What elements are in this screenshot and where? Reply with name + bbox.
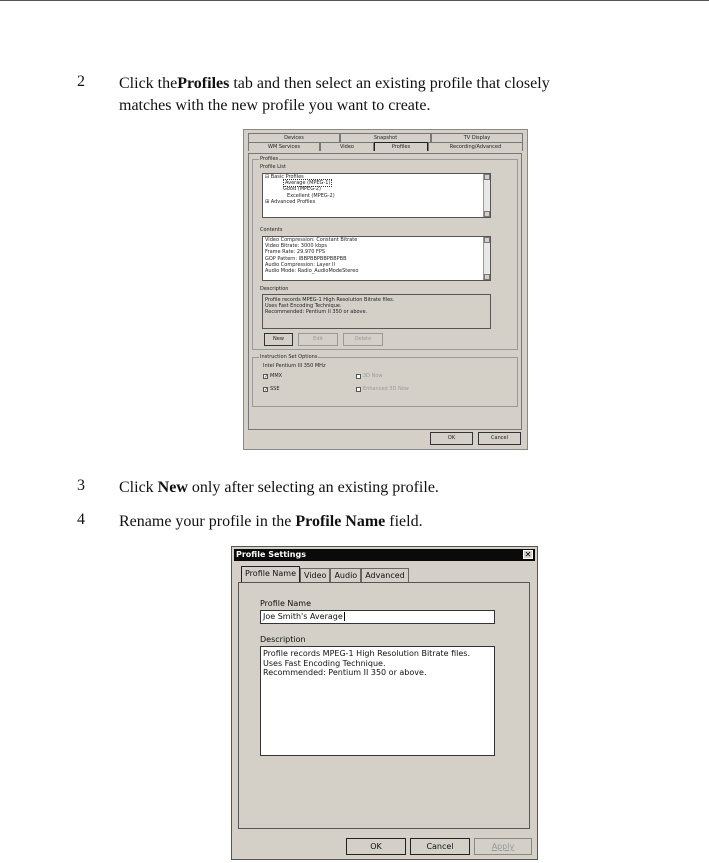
contents-scrollbar[interactable] bbox=[483, 237, 490, 280]
tree-node-excellent[interactable]: Excellent (MPEG-2) bbox=[287, 192, 335, 199]
step-bold-term: Profiles bbox=[177, 75, 230, 92]
mmx-checkbox[interactable] bbox=[263, 373, 282, 379]
tab-profile-name[interactable]: Profile Name bbox=[241, 566, 300, 582]
tab-audio[interactable]: Audio bbox=[330, 568, 361, 582]
step-number: 4 bbox=[77, 511, 85, 528]
step-text bbox=[119, 73, 679, 117]
profile-name-panel bbox=[238, 582, 530, 829]
tab-recording-advanced[interactable]: Recording/Advanced bbox=[428, 142, 523, 151]
cancel-button[interactable]: Cancel bbox=[410, 838, 470, 855]
profile-list-label: Profile List bbox=[260, 164, 286, 170]
tab-video[interactable]: Video bbox=[300, 568, 330, 582]
step-text-part: Click bbox=[119, 479, 158, 496]
profiles-dialog bbox=[243, 129, 528, 450]
delete-button[interactable]: Delete bbox=[343, 333, 383, 346]
step-bold-term: New bbox=[157, 479, 188, 496]
checkmark-icon: ✓ bbox=[264, 386, 269, 393]
contents-line: Audio Mode: Radio_AudioModeStereo bbox=[265, 268, 359, 275]
profile-name-value: Joe Smith's Average bbox=[263, 612, 343, 621]
top-rule bbox=[0, 0, 709, 1]
mmx-label: MMX bbox=[270, 373, 283, 379]
enhanced-3dnow-label: Enhanced 3D Now bbox=[363, 386, 409, 392]
new-button[interactable]: New bbox=[264, 333, 293, 346]
profile-name-input[interactable] bbox=[260, 610, 495, 624]
tab-video[interactable]: Video bbox=[320, 142, 374, 151]
step-number: 3 bbox=[77, 477, 85, 494]
ok-button[interactable]: OK bbox=[430, 432, 473, 445]
tab-profiles[interactable]: Profiles bbox=[374, 142, 428, 151]
step-text-part: Rename your profile in the bbox=[119, 513, 296, 530]
contents-line: Audio Compression: Layer II bbox=[265, 261, 335, 268]
cpu-label: Intel Pentium III 350 MHz bbox=[263, 363, 326, 369]
tree-node-average[interactable]: Average (MPEG-1) bbox=[285, 180, 331, 187]
edit-button[interactable]: Edit bbox=[298, 333, 338, 346]
step-number: 2 bbox=[77, 73, 85, 90]
step-text-part: matches with the new profile you want to create. bbox=[119, 97, 431, 114]
tab-row-front bbox=[248, 142, 523, 151]
step-text-part: field. bbox=[385, 513, 423, 530]
dialog-title: Profile Settings bbox=[236, 550, 306, 559]
description-line: Profile records MPEG-1 High Resolution Bitrate files. bbox=[265, 297, 395, 303]
step-text bbox=[119, 511, 679, 533]
tab-devices[interactable]: Devices bbox=[248, 133, 340, 142]
contents-line: Video Compression: Constant Bitrate bbox=[265, 237, 358, 243]
step-text-part: Click the bbox=[119, 75, 178, 92]
tab-row-back bbox=[248, 133, 523, 142]
contents-line: Video Bitrate: 3000 kbps bbox=[265, 243, 327, 250]
text-cursor bbox=[344, 612, 345, 621]
description-line: Recommended: Pentium II 350 or above. bbox=[263, 668, 427, 677]
instruction-set-label: Instruction Set Options bbox=[260, 354, 318, 360]
3dnow-label: 3D Now bbox=[363, 373, 383, 379]
contents-list[interactable] bbox=[262, 236, 491, 281]
contents-line: Frame Rate: 29.970 FPS bbox=[265, 249, 326, 256]
tab-snapshot[interactable]: Snapshot bbox=[340, 133, 431, 142]
description-line: Uses Fast Encoding Technique. bbox=[263, 658, 386, 668]
enhanced-3dnow-checkbox[interactable] bbox=[356, 386, 409, 392]
checkmark-icon: ✓ bbox=[264, 373, 269, 380]
cancel-button[interactable]: Cancel bbox=[478, 432, 521, 445]
tree-node-advanced[interactable]: ⊞ Advanced Profiles bbox=[265, 198, 316, 205]
close-icon[interactable]: ✕ bbox=[524, 550, 532, 559]
description-label: Description bbox=[260, 286, 289, 292]
contents-label: Contents bbox=[260, 227, 283, 233]
step-text-part: only after selecting an existing profile. bbox=[187, 479, 439, 496]
tab-tv-display[interactable]: TV Display bbox=[431, 133, 523, 142]
profile-tree[interactable] bbox=[262, 173, 491, 218]
apply-button[interactable]: Apply bbox=[474, 838, 532, 855]
step-text-part: tab and then select an existing profile that closely bbox=[229, 75, 550, 92]
description-line: Uses Fast Encoding Technique. bbox=[265, 303, 342, 310]
description-label: Description bbox=[260, 635, 306, 644]
profile-list-scrollbar[interactable] bbox=[483, 174, 490, 217]
profiles-panel bbox=[248, 153, 522, 430]
tab-wm-services[interactable]: WM Services bbox=[248, 142, 320, 151]
ok-button[interactable]: OK bbox=[346, 838, 406, 855]
description-line: Profile records MPEG-1 High Resolution Bitrate files. bbox=[263, 649, 470, 658]
description-line: Recommended: Pentium II 350 or above. bbox=[265, 309, 368, 316]
sse-label: SSE bbox=[270, 386, 280, 392]
sse-checkbox[interactable] bbox=[263, 386, 280, 392]
profile-name-label: Profile Name bbox=[260, 599, 312, 608]
step-text bbox=[119, 477, 679, 499]
step-bold-term: Profile Name bbox=[295, 513, 386, 530]
description-textarea[interactable] bbox=[260, 646, 495, 756]
settings-tabs bbox=[241, 568, 409, 582]
description-box bbox=[262, 294, 491, 329]
profile-settings-dialog bbox=[231, 546, 538, 860]
profiles-group-label: Profiles bbox=[260, 156, 279, 162]
contents-line: GOP Pattern: IBBPBBPBBPBBPBB bbox=[265, 255, 347, 262]
tab-advanced[interactable]: Advanced bbox=[361, 568, 409, 582]
3dnow-checkbox[interactable] bbox=[356, 373, 383, 379]
title-bar[interactable] bbox=[234, 549, 535, 561]
tree-node-good[interactable]: Good (MPEG-2) bbox=[283, 186, 322, 193]
tree-node-basic[interactable]: ⊟ Basic Profiles bbox=[265, 174, 304, 180]
